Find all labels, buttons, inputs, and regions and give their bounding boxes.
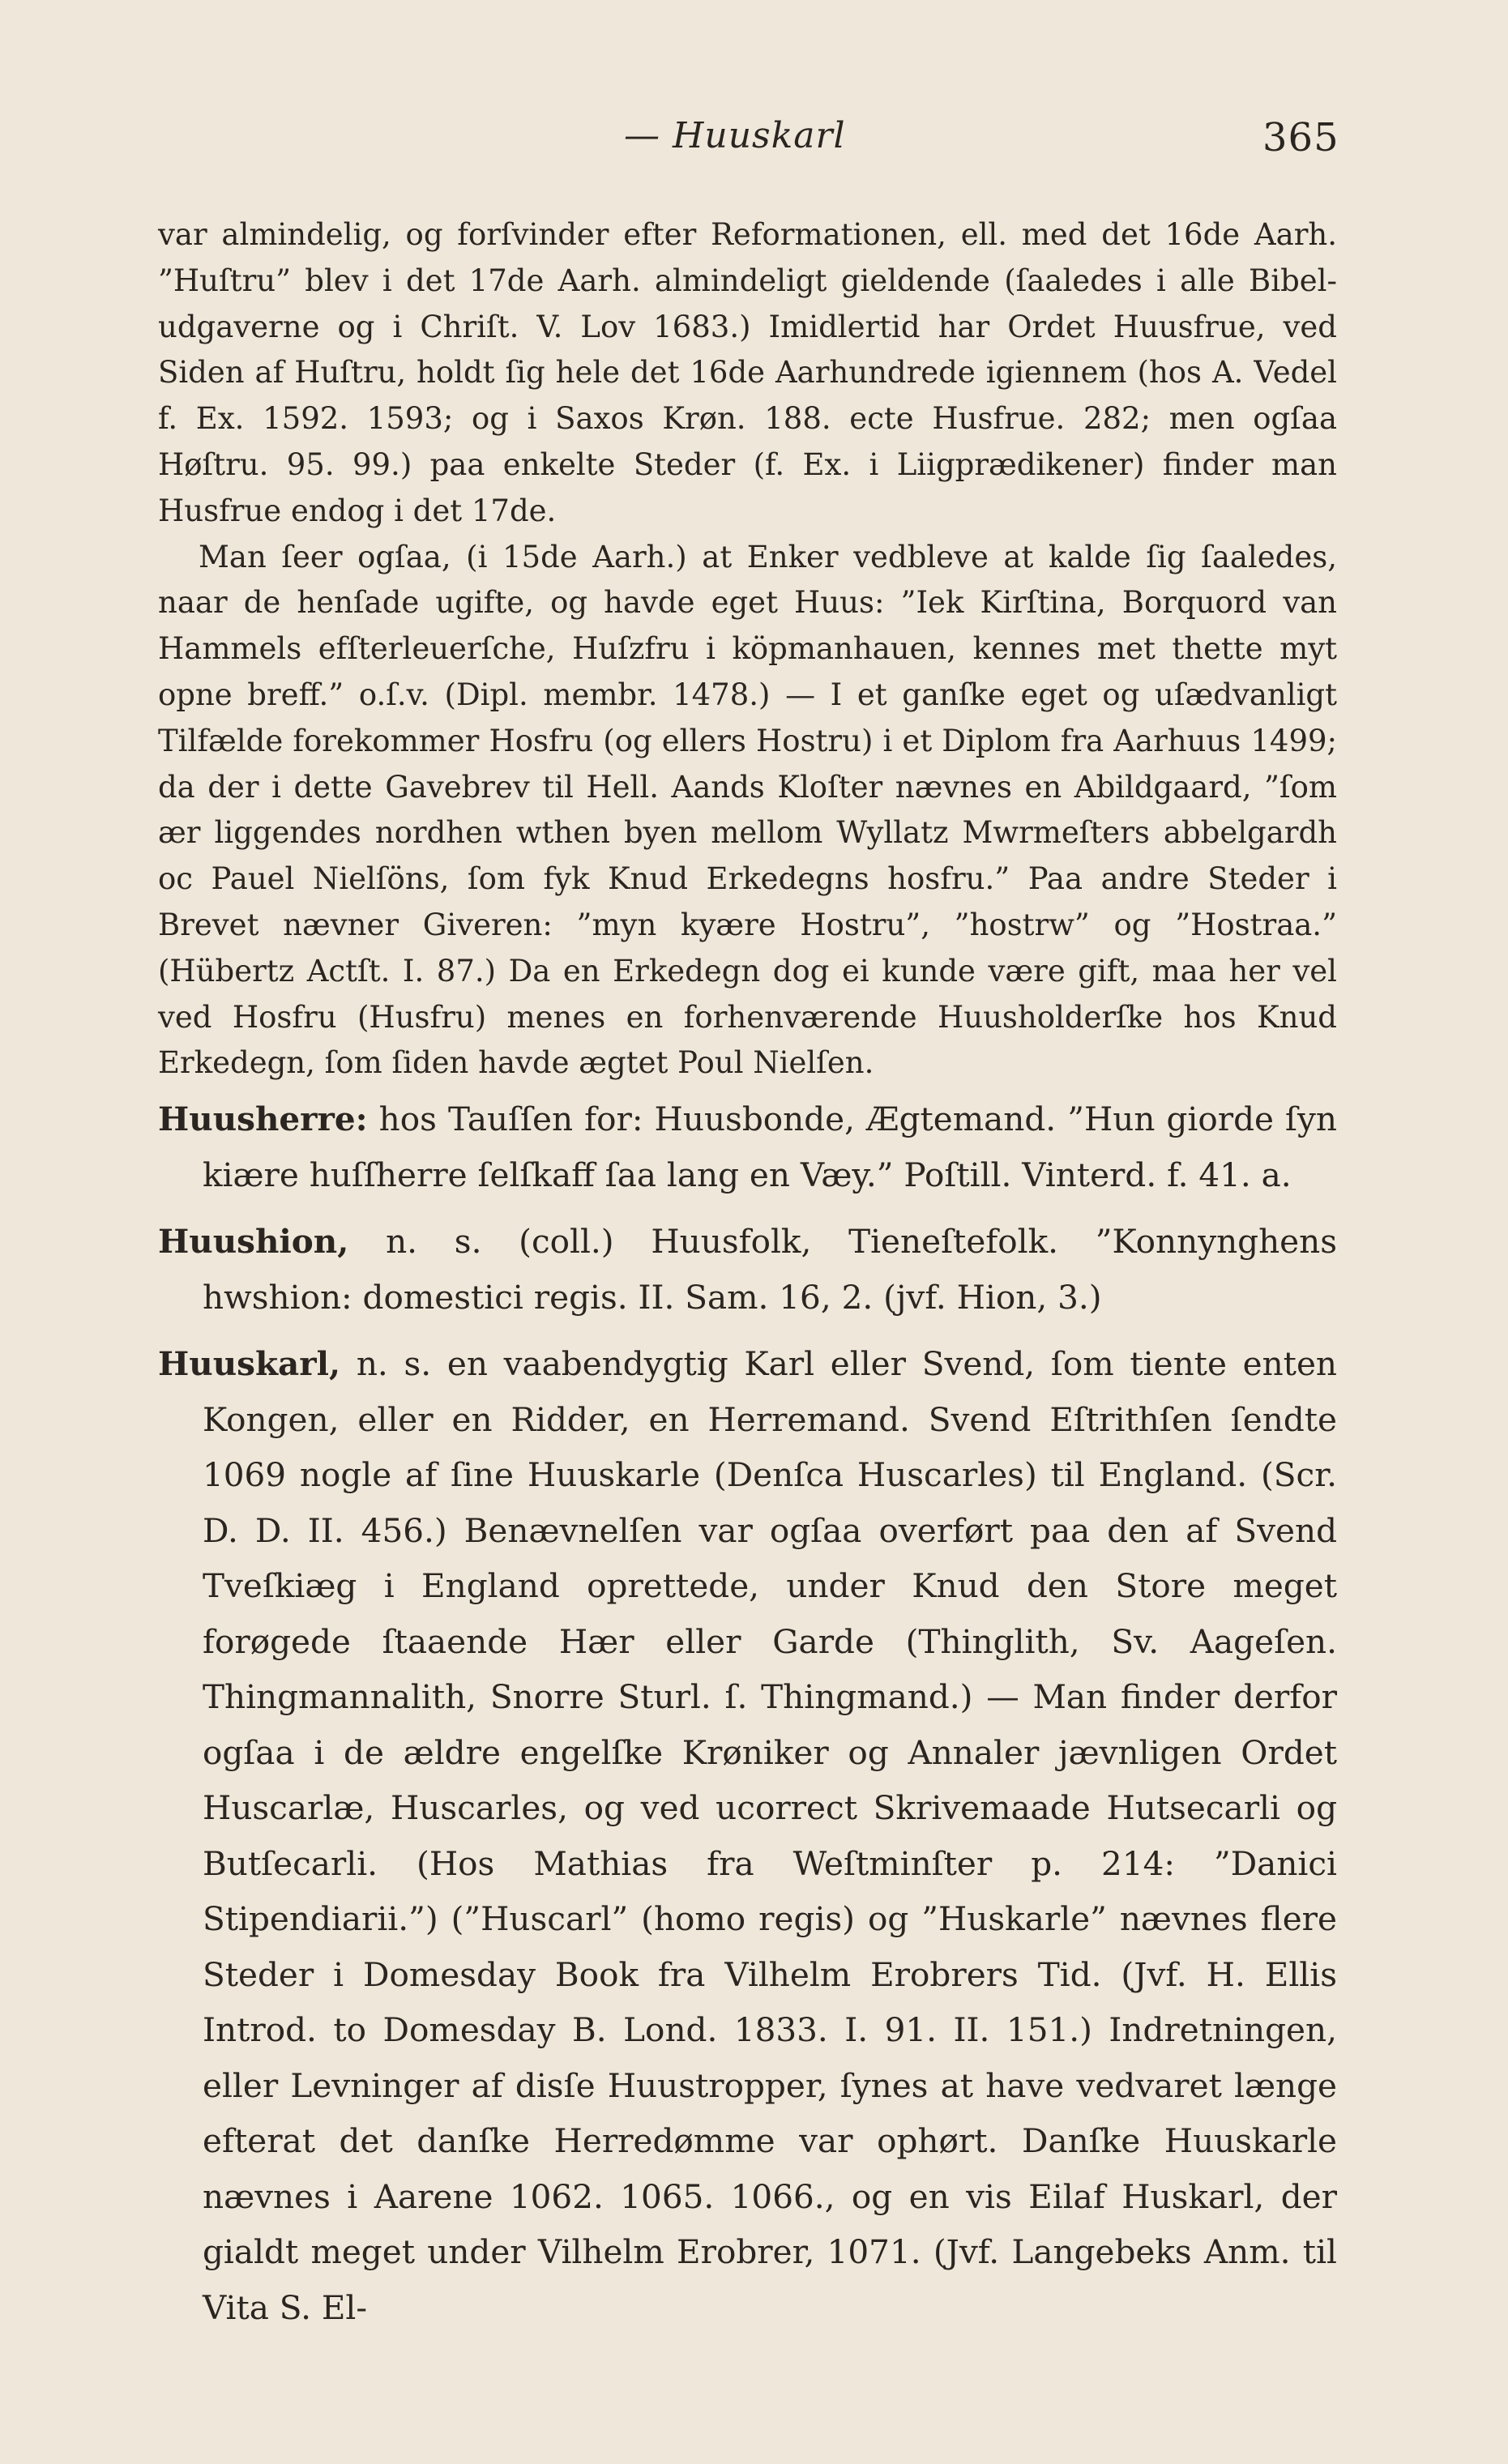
- entry-huushion-body: [158, 1214, 1337, 1325]
- page-number: 365: [1262, 115, 1339, 160]
- headword-huuskarl: Huuskarl,: [158, 1344, 341, 1384]
- running-head: — Huuskarl: [624, 115, 846, 156]
- entry-huusherre-text: hos Tauſſen for: Huusbonde, Ægtemand. ”Hun giorde ſyn kiære huſſherre ſelſkaff ſaa lang en Væy.” Poſtill. Vinterd. f. 41. a.: [203, 1100, 1338, 1194]
- page-header: [0, 115, 1508, 164]
- body-text: [158, 212, 1337, 2335]
- entry-huushion-text: n. s. (coll.) Huusfolk, Tieneſtefolk. ”Konnynghens hwshion: domestici regis. II. Sam. 16, 2. (jvf. Hion, 3.): [203, 1222, 1337, 1317]
- headword-huusherre: Huusherre:: [158, 1100, 368, 1139]
- headword-huushion: Huushion,: [158, 1222, 349, 1262]
- entry-huuskarl: [158, 1336, 1337, 2335]
- entry-huusherre: [158, 1091, 1337, 1202]
- entry-huusherre-body: [158, 1091, 1337, 1202]
- entry-huuskarl-body: [158, 1336, 1337, 2335]
- paragraph-widows: Man ſeer ogſaa, (i 15de Aarh.) at Enker vedbleve at kalde ſig ſaaledes, naar de henſade ugifte, og havde eget Huus: ”Iek Kirſtina, Borquord van Hammels efſterleuerſche, Huſzfru i köpmanhauen, kennes met thette myt opne breff.” o.ſ.v. (Dipl. membr. 1478.) — I et ganſke eget og uſædvanligt Tilfælde forekommer Hosfru (og ellers Hostru) i et Diplom fra Aarhuus 1499; da der i dette Gavebrev til Hell. Aands Kloſter nævnes en Abildgaard, ”ſom ær liggendes nordhen wthen byen mellom Wyllatz Mwrmeſters abbelgardh oc Pauel Nielſöns, ſom fyk Knud Erkedegns hosfru.” Paa andre Steder i Brevet nævner Giveren: ”myn kyære Hostru”, ”hostrw” og ”Hostraa.” (Hübertz Actſt. I. 87.) Da en Erkedegn dog ei kunde være gift, maa her vel ved Hosfru (Husfru) menes en forhenværende Huusholderſke hos Knud Erkedegn, ſom ſiden havde ægtet Poul Nielſen.: [158, 539, 1337, 1081]
- entry-huushion: [158, 1214, 1337, 1325]
- entry-huuskarl-text: n. s. en vaabendygtig Karl eller Svend, ſom tiente enten Kongen, eller en Ridder, en Herremand. Svend Eſtrithſen ſendte 1069 nogle af ſine Huuskarle (Denſca Huscarles) til England. (Scr. D. D. II. 456.) Benævnelſen var ogſaa overført paa den af Svend Tveſkiæg i England oprettede, under Knud den Store meget forøgede ſtaaende Hær eller Garde (Thinglith, Sv. Aageſen. Thingmannalith, Snorre Sturl. ſ. Thingmand.) — Man finder derfor ogſaa i de ældre engelſke Krøniker og Annaler jævnligen Ordet Huscarlæ, Huscarles, og ved ucorrect Skrivemaade Hutsecarli og Butſecarli. (Hos Mathias fra Weſtminſter p. 214: ”Danici Stipendiarii.”) (”Huscarl” (homo regis) og ”Huskarle” nævnes flere Steder i Domesday Book fra Vilhelm Erobrers Tid. (Jvf. H. Ellis Introd. to Domesday B. Lond. 1833. I. 91. II. 151.) Indretningen, eller Levninger af disſe Huustropper, ſynes at have vedvaret længe efterat det danſke Herredømme var ophørt. Danſke Huuskarle nævnes i Aarene 1062. 1065. 1066., og en vis Eilaf Huskarl, der gialdt meget under Vilhelm Erobrer, 1071. (Jvf. Langebeks Anm. til Vita S. El-: [203, 1344, 1337, 2327]
- paragraph-continuation: var almindelig, og forſvinder efter Reformationen, ell. med det 16de Aarh. ”Huſtru” blev i det 17de Aarh. almindeligt gieldende (ſaaledes i alle Bibel-udgaverne og i Chriſt. V. Lov 1683.) Imidlertid har Ordet Huusfrue, ved Siden af Huſtru, holdt ſig hele det 16de Aarhundrede igiennem (hos A. Vedel f. Ex. 1592. 1593; og i Saxos Krøn. 188. ecte Husfrue. 282; men ogſaa Høſtru. 95. 99.) paa enkelte Steder (f. Ex. i Liigprædikener) finder man Husfrue endog i det 17de.: [158, 217, 1337, 528]
